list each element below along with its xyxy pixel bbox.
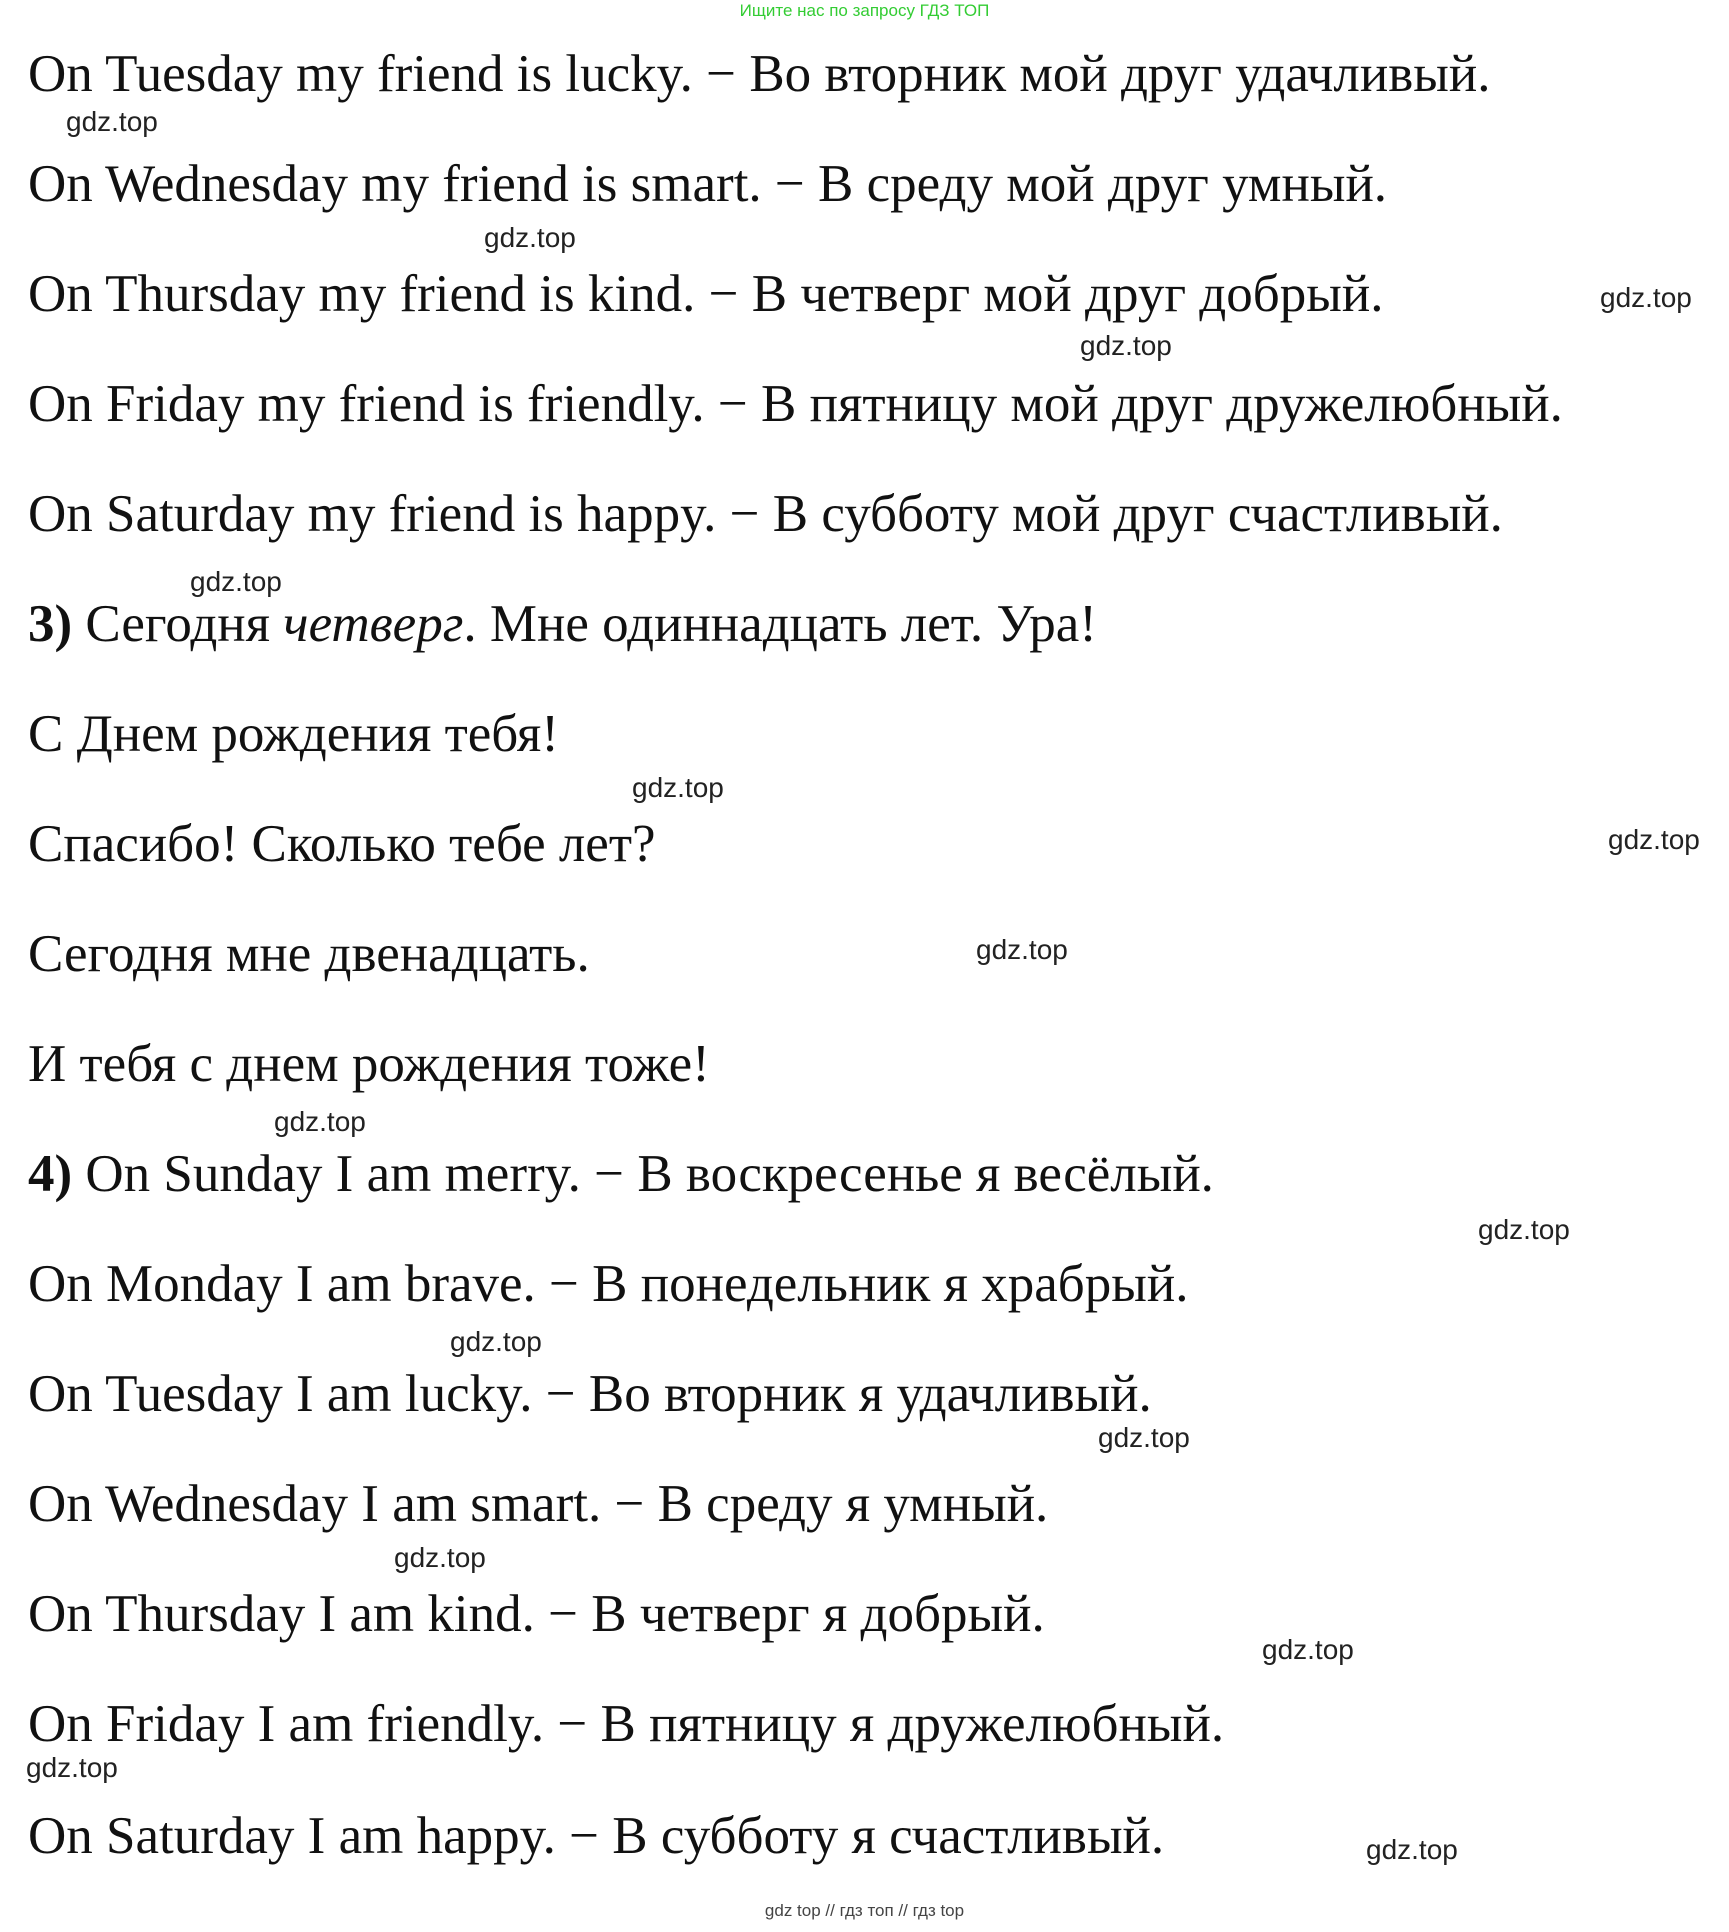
watermark: gdz.top [450, 1326, 542, 1357]
watermark: gdz.top [1478, 1214, 1570, 1245]
watermark: gdz.top [1366, 1834, 1458, 1865]
watermark: gdz.top [484, 222, 576, 253]
sentence-line: On Friday I am friendly. − В пятницу я дружелюбный. [28, 1695, 1225, 1753]
sentence-part: . Мне одиннадцать лет. Ура! [463, 595, 1097, 653]
watermark: gdz.top [1262, 1634, 1354, 1665]
sentence-line: On Thursday I am kind. − В четверг я добрый. [28, 1585, 1045, 1643]
watermark: gdz.top [26, 1752, 118, 1783]
sentence-line: On Wednesday my friend is smart. − В среду мой друг умный. [28, 155, 1388, 213]
sentence-line: On Thursday my friend is kind. − В четверг мой друг добрый. [28, 265, 1384, 323]
sentence-line: On Saturday I am happy. − В субботу я счастливый. [28, 1807, 1165, 1865]
sentence-line: Спасибо! Сколько тебе лет? [28, 815, 656, 873]
watermark: gdz.top [1600, 282, 1692, 313]
sentence-line: Сегодня мне двенадцать. [28, 925, 590, 983]
watermark: gdz.top [190, 566, 282, 597]
search-hint-header: Ищите нас по запросу ГДЗ ТОП [739, 1, 990, 20]
watermark: gdz.top [632, 772, 724, 803]
sentence-part: Сегодня [72, 595, 284, 653]
sentence-line: On Tuesday I am lucky. − Во вторник я удачливый. [28, 1365, 1152, 1423]
exercise-number: 3) [28, 595, 73, 653]
exercise-3-line [28, 594, 1097, 654]
sentence-line: И тебя с днем рождения тоже! [28, 1035, 710, 1093]
sentence-line: On Saturday my friend is happy. − В субботу мой друг счастливый. [28, 485, 1503, 543]
sentence-line: С Днем рождения тебя! [28, 705, 559, 763]
sentence-line: On Friday my friend is friendly. − В пятницу мой друг дружелюбный. [28, 375, 1563, 433]
sentence-line: On Wednesday I am smart. − В среду я умный. [28, 1475, 1049, 1533]
watermark: gdz.top [1608, 824, 1700, 855]
footer-watermark: gdz top // гдз топ // гдз top [764, 1901, 965, 1920]
italic-word: четверг [283, 595, 464, 653]
watermark: gdz.top [1080, 330, 1172, 361]
sentence-line: On Tuesday my friend is lucky. − Во вторник мой друг удачливый. [28, 45, 1491, 103]
watermark: gdz.top [274, 1106, 366, 1137]
sentence-line: On Monday I am brave. − В понедельник я храбрый. [28, 1255, 1189, 1313]
watermark: gdz.top [394, 1542, 486, 1573]
exercise-number: 4) [28, 1145, 73, 1203]
watermark: gdz.top [1098, 1422, 1190, 1453]
watermark: gdz.top [976, 934, 1068, 965]
exercise-4-line [28, 1144, 1214, 1204]
sentence-part: On Sunday I am merry. − В воскресенье я весёлый. [72, 1145, 1214, 1203]
watermark: gdz.top [66, 106, 158, 137]
